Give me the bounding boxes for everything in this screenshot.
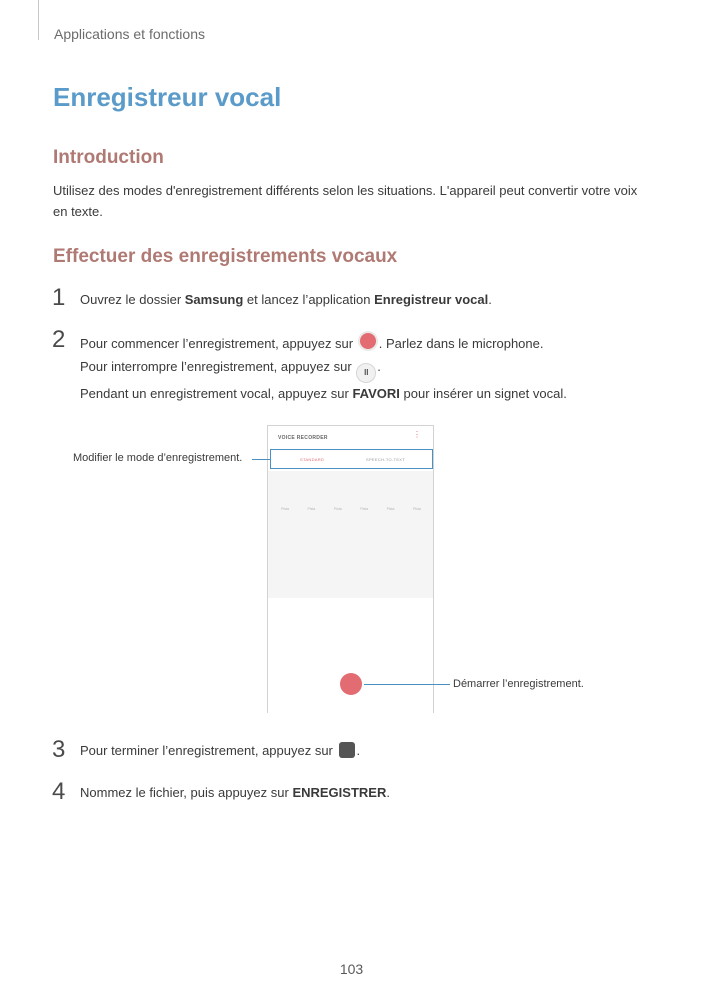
running-header: Applications et fonctions <box>54 26 205 42</box>
mode-chip[interactable]: Pista <box>386 507 395 511</box>
side-rule <box>38 0 39 40</box>
more-options-icon[interactable]: ⋮ <box>413 430 421 439</box>
page-title: Enregistreur vocal <box>53 82 282 112</box>
step-number: 4 <box>52 778 66 805</box>
mode-callout-leader <box>252 459 270 460</box>
intro-text: Utilisez des modes d'enregistrement différents selon les situations. L'appareil peut convertir votre voix en texte. <box>53 183 638 219</box>
step-2-favori-text: Pendant un enregistrement vocal, appuyez sur FAVORI pour insérer un signet vocal. <box>80 386 567 401</box>
stop-icon <box>339 742 355 758</box>
step-number: 3 <box>52 736 66 763</box>
page-number: 103 <box>339 961 364 977</box>
intro-heading: Introduction <box>53 147 164 168</box>
tab-standard[interactable]: STANDARD <box>300 457 325 462</box>
mode-chip[interactable]: Pista <box>281 507 289 511</box>
mode-chip[interactable]: Pista <box>307 507 316 511</box>
pause-icon: II <box>356 363 376 383</box>
tab-speech-to-text[interactable]: SPEECH-TO-TEXT <box>366 457 406 462</box>
step-2-pause-text: Pour interrompre l’enregistrement, appuyez sur II . <box>80 358 381 383</box>
record-icon <box>358 331 378 351</box>
step-1-text: Ouvrez le dossier Samsung et lancez l’application Enregistreur vocal. <box>80 292 492 307</box>
step-4-text: Nommez le fichier, puis appuyez sur ENREGISTRER. <box>80 785 390 800</box>
app-title: VOICE RECORDER <box>278 435 328 441</box>
start-callout-leader <box>364 684 450 685</box>
controls-area <box>268 598 433 714</box>
step-3-text: Pour terminer l’enregistrement, appuyez sur . <box>80 743 361 758</box>
start-callout-text: Démarrer l’enregistrement. <box>453 678 584 690</box>
record-button[interactable] <box>340 673 362 695</box>
mode-callout-text: Modifier le mode d’enregistrement. <box>73 452 243 464</box>
mode-row <box>276 507 426 511</box>
mode-chip[interactable]: Pista <box>413 507 421 511</box>
step-number: 2 <box>52 326 66 353</box>
section-heading: Effectuer des enregistrements vocaux <box>53 246 398 267</box>
mode-chip[interactable]: Pista <box>333 507 342 511</box>
step-number: 1 <box>52 284 66 311</box>
mode-chip[interactable]: Pista <box>360 507 369 511</box>
mode-callout-box <box>270 449 433 469</box>
step-2-text: Pour commencer l’enregistrement, appuyez sur . Parlez dans le microphone. <box>80 331 544 353</box>
